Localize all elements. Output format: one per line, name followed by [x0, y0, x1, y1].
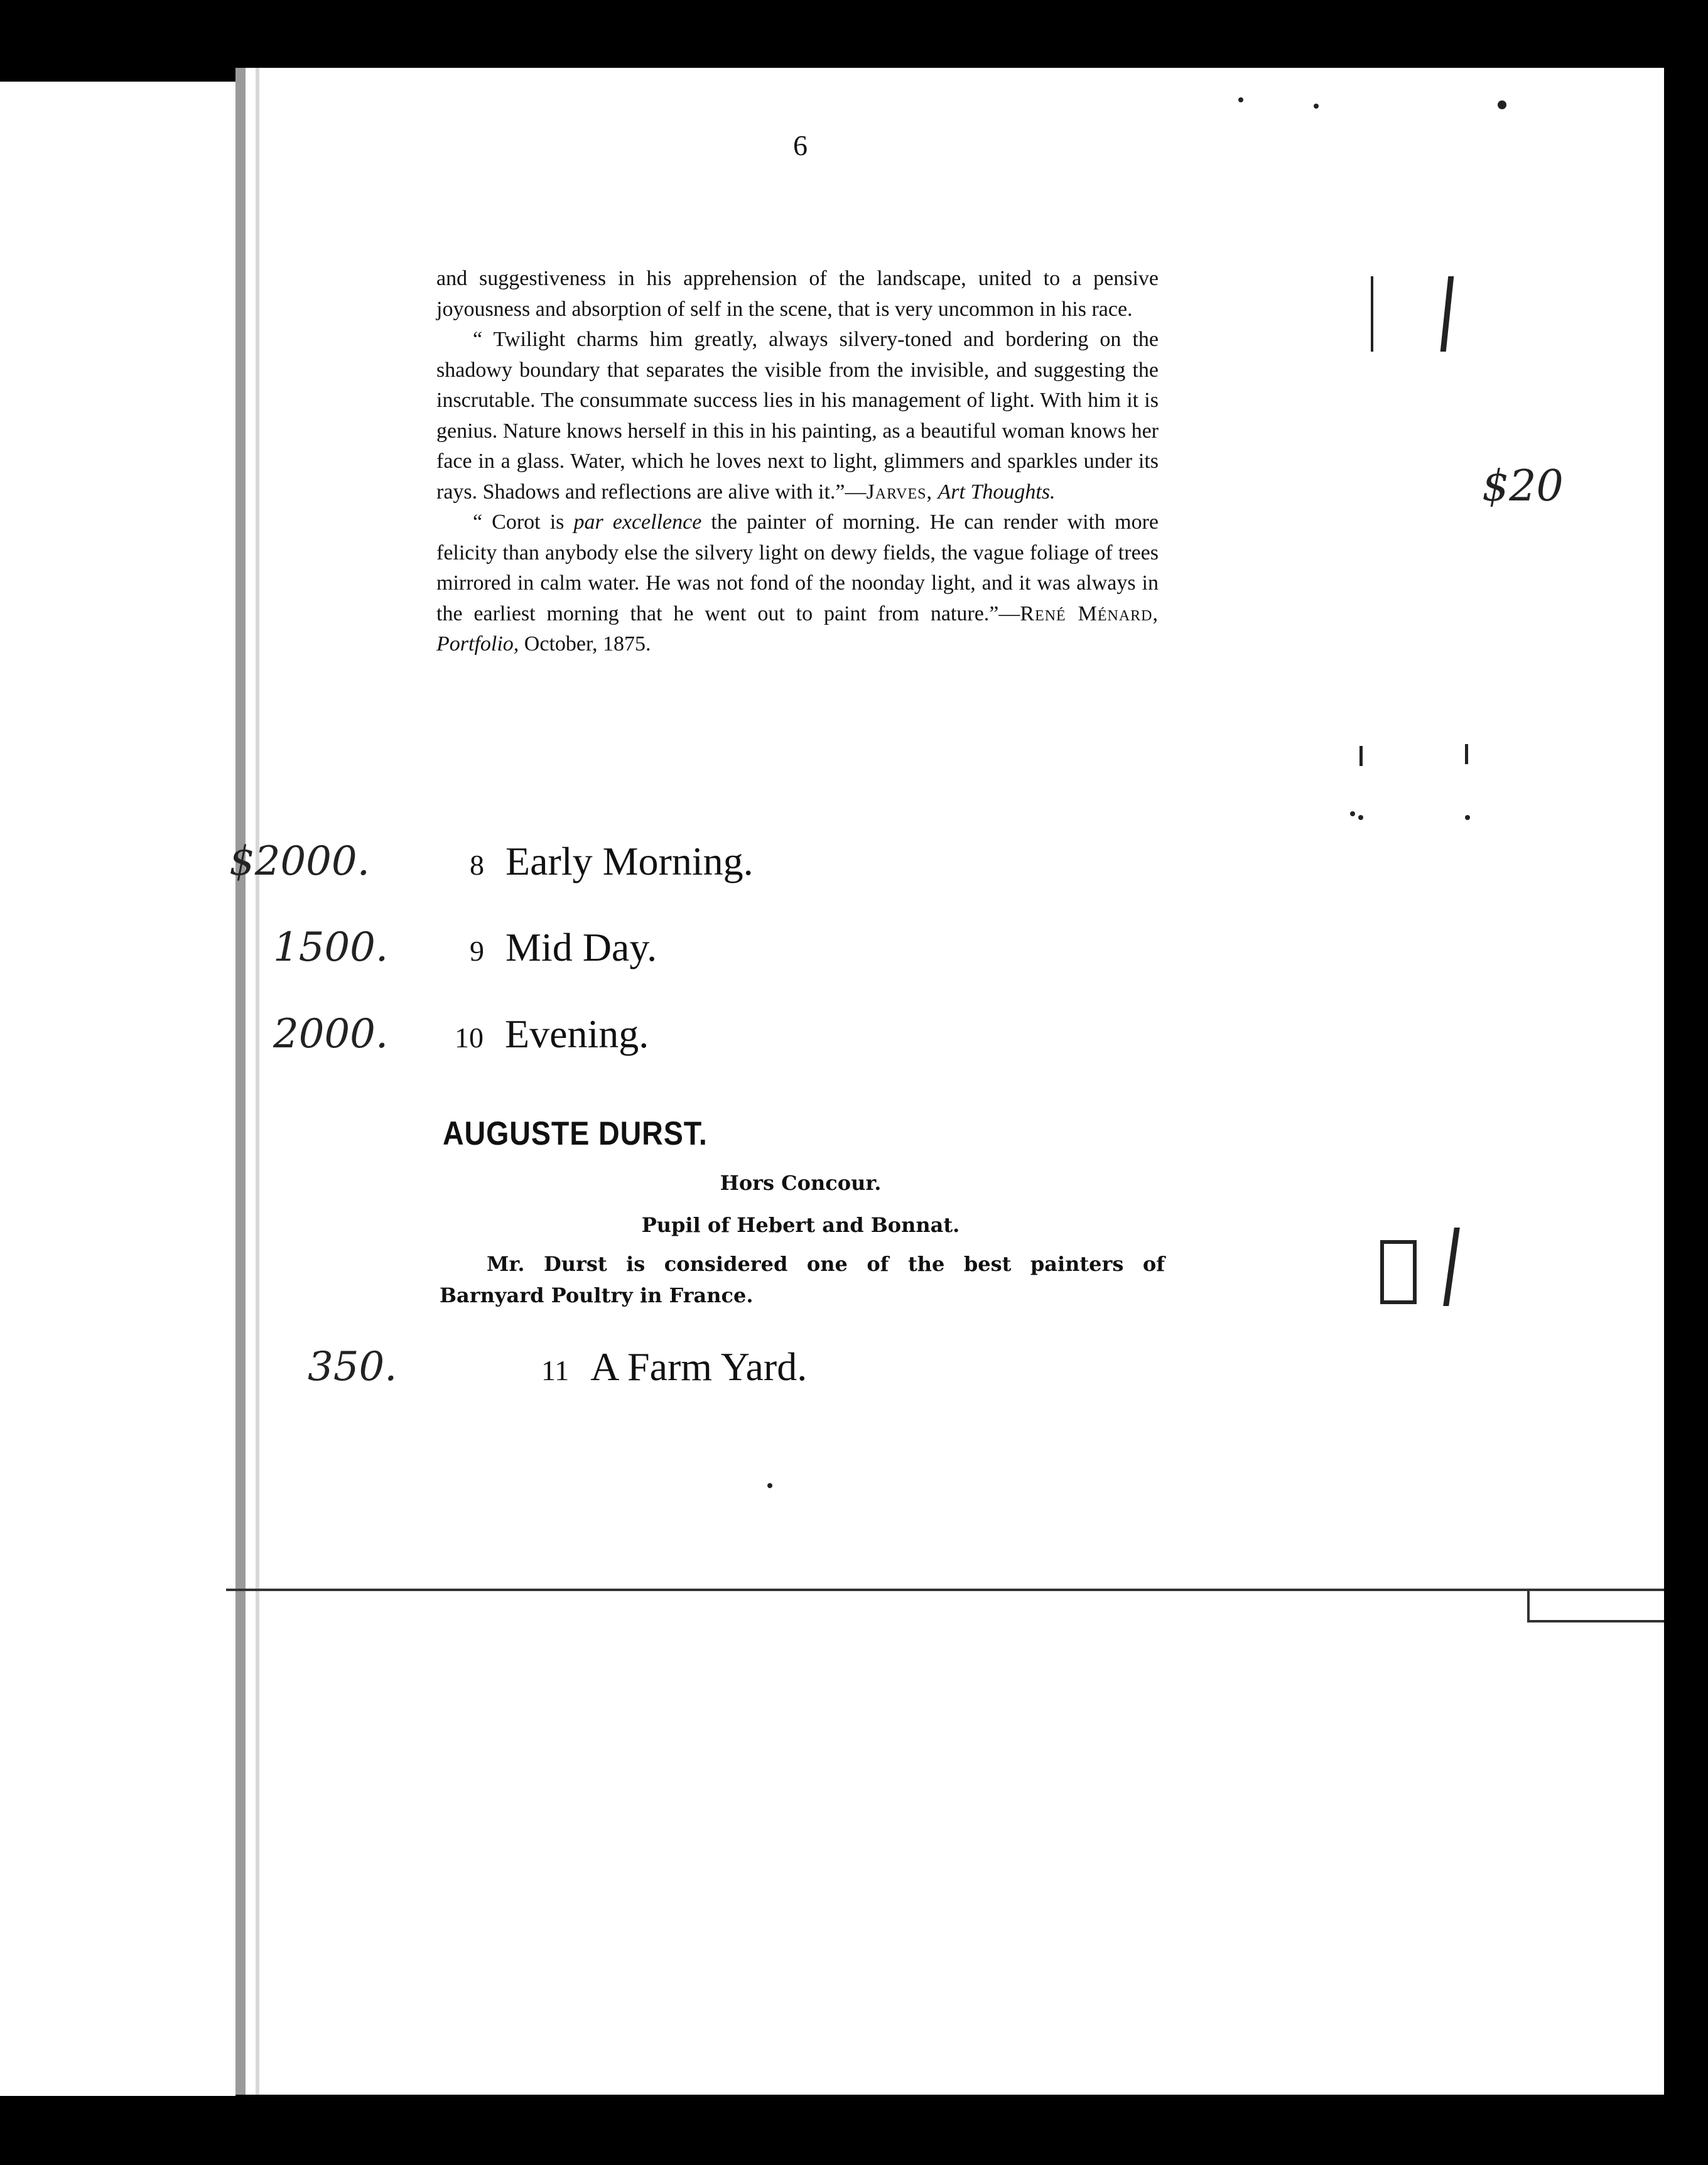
gutter-shadow	[256, 68, 259, 2095]
handwritten-price: 350.	[308, 1344, 397, 1390]
lot-entry	[470, 924, 657, 971]
handwritten-price: $2000.	[229, 838, 370, 885]
lot-number: 11	[541, 1354, 570, 1386]
box-mark	[1380, 1240, 1417, 1304]
citation-author: René Ménard,	[1020, 602, 1159, 625]
lot-number: 9	[470, 935, 484, 967]
lot-number: 10	[455, 1022, 484, 1054]
artist-name: AUGUSTE DURST.	[443, 1115, 708, 1152]
paragraph-2: “ Twilight charms him greatly, always silvery-toned and bordering on the shadowy boundary that separates the visible from the invisible, and suggesting the inscrutable. The consummate success lies in his management of light. With him it is genius. Nature knows herself in this in his painting, as a beautiful woman knows her face in a glass. Water, which he loves next to light, glimmers and sparkles under its rays. Shadows and reflections are alive with it.”—Jarves, Art Thoughts.	[436, 328, 1159, 504]
speck	[767, 1483, 772, 1488]
left-page-edge	[0, 82, 235, 2096]
handwritten-price: 1500.	[273, 924, 389, 971]
artist-training: Pupil of Hebert and Bonnat.	[641, 1213, 960, 1237]
margin-dot	[1358, 815, 1363, 820]
tick-mark	[1359, 746, 1363, 766]
lot-title: Mid Day.	[505, 925, 657, 969]
handwritten-price: 2000.	[273, 1011, 389, 1057]
handwritten-price: $20	[1482, 462, 1564, 511]
tally-mark	[1371, 276, 1373, 352]
lot-number: 8	[470, 849, 484, 881]
corot-text-block	[436, 264, 1159, 660]
lot-title: Early Morning.	[505, 839, 754, 883]
page-number: 6	[793, 129, 808, 161]
margin-dot	[1350, 811, 1355, 816]
paragraph-3: “ Corot is par excellence the painter of morning. He can render with more felicity than anybody else the silvery light on dewy fields, the vague foliage of trees mirrored in calm water. He was not fond of the noonday light, and it was always in the earliest morning that he went out to paint from nature.”—René Ménard, Portfolio, October, 1875.	[436, 510, 1159, 656]
citation-source: Portfolio,	[436, 632, 519, 656]
artist-description: Mr. Durst is considered one of the best painters of Barnyard Poultry in France.	[440, 1252, 1165, 1307]
lot-title: A Farm Yard.	[590, 1344, 808, 1389]
speck	[1314, 104, 1319, 109]
paragraph-1: and suggestiveness in his apprehension of the landscape, united to a pensive joyousness and absorption of self in the scene, that is very uncommon in his race.	[436, 267, 1159, 321]
citation-source: Art Thoughts.	[938, 480, 1056, 504]
margin-dot	[1465, 815, 1470, 820]
bottom-rule-line	[226, 1589, 1664, 1591]
lot-entry	[541, 1344, 807, 1390]
speck	[1238, 97, 1243, 102]
speck	[1498, 100, 1506, 109]
lot-title: Evening.	[505, 1012, 649, 1056]
artist-status: Hors Concour.	[720, 1171, 882, 1195]
lot-entry	[455, 1011, 649, 1057]
lot-entry	[470, 838, 754, 885]
citation-author: Jarves,	[866, 480, 933, 504]
tick-mark	[1465, 744, 1468, 764]
page-tab-notch	[1527, 1591, 1664, 1622]
